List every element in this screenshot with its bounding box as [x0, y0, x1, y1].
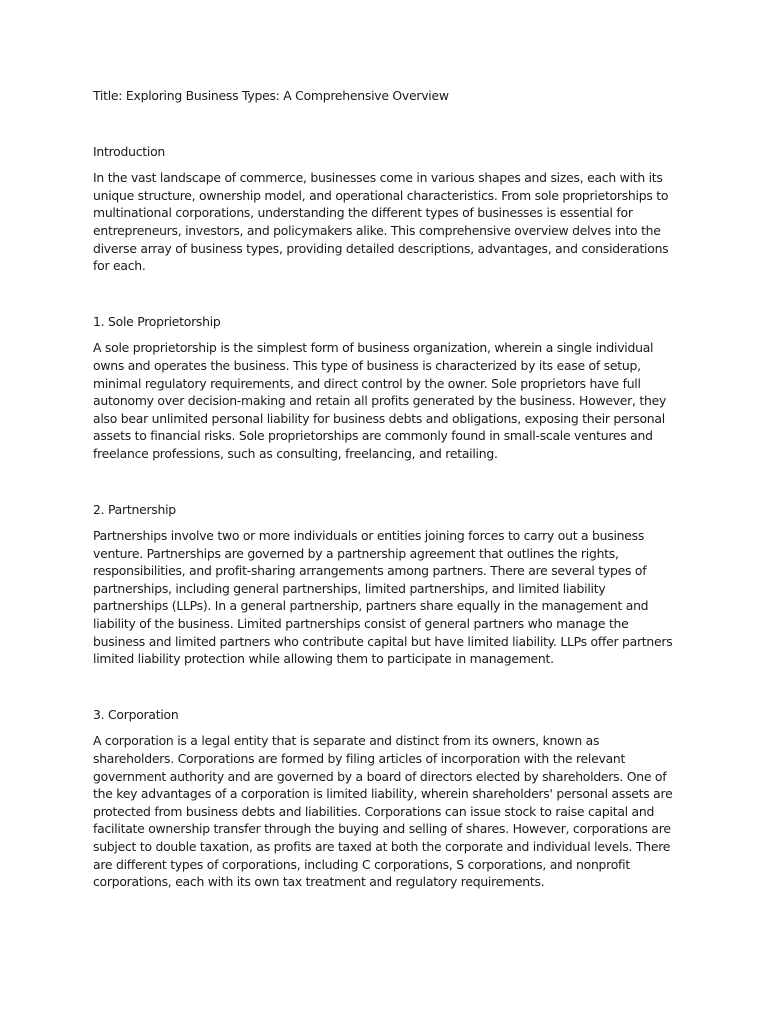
section-heading-partnership: 2. Partnership: [93, 501, 176, 517]
section-heading-corporation: 3. Corporation: [93, 706, 179, 722]
section-paragraph-sole-proprietorship: A sole proprietorship is the simplest form of business organization, wherein a single individual owns and operates the business. This type of business is characterized by its ease of setup, minimal regulatory requirements, and direct control by the owner. Sole proprietors have full autonomy over decision-making and retain all profits generated by the business. However, they also bear unlimited personal liability for business debts and obligations, exposing their personal assets to financial risks. Sole proprietorships are commonly found in small-scale ventures and freelance professions, such as consulting, freelancing, and retailing.: [93, 340, 667, 461]
introduction-heading: Introduction: [93, 143, 166, 159]
document-title: Title: Exploring Business Types: A Comprehensive Overview: [93, 88, 449, 103]
document-content: [93, 87, 683, 891]
section-heading-sole-proprietorship: 1. Sole Proprietorship: [93, 313, 221, 329]
section-paragraph-partnership: Partnerships involve two or more individuals or entities joining forces to carry out a business venture. Partnerships are governed by a partnership agreement that outlines the rights, responsibilities, and profit-sharing arrangements among partners. There are several types of partnerships, including general partnerships, limited partnerships, and limited liability partnerships (LLPs). In a general partnership, partners share equally in the management and liability of the business. Limited partnerships consist of general partners who manage the business and limited partners who contribute capital but have limited liability. LLPs offer partners limited liability protection while allowing them to participate in management.: [93, 528, 673, 667]
introduction-paragraph: In the vast landscape of commerce, businesses come in various shapes and sizes, each with its unique structure, ownership model, and operational characteristics. From sole proprietorships to multinational corporations, understanding the different types of businesses is essential for entrepreneurs, investors, and policymakers alike. This comprehensive overview delves into the diverse array of business types, providing detailed descriptions, advantages, and considerations for each.: [93, 170, 669, 274]
section-paragraph-corporation: A corporation is a legal entity that is separate and distinct from its owners, known as shareholders. Corporations are formed by filing articles of incorporation with the relevant government authority and are governed by a board of directors elected by shareholders. One of the key advantages of a corporation is limited liability, wherein shareholders' personal assets are protected from business debts and liabilities. Corporations can issue stock to raise capital and facilitate ownership transfer through the buying and selling of shares. However, corporations are subject to double taxation, as profits are taxed at both the corporate and individual levels. There are different types of corporations, including C corporations, S corporations, and nonprofit corporations, each with its own tax treatment and regulatory requirements.: [93, 733, 673, 890]
